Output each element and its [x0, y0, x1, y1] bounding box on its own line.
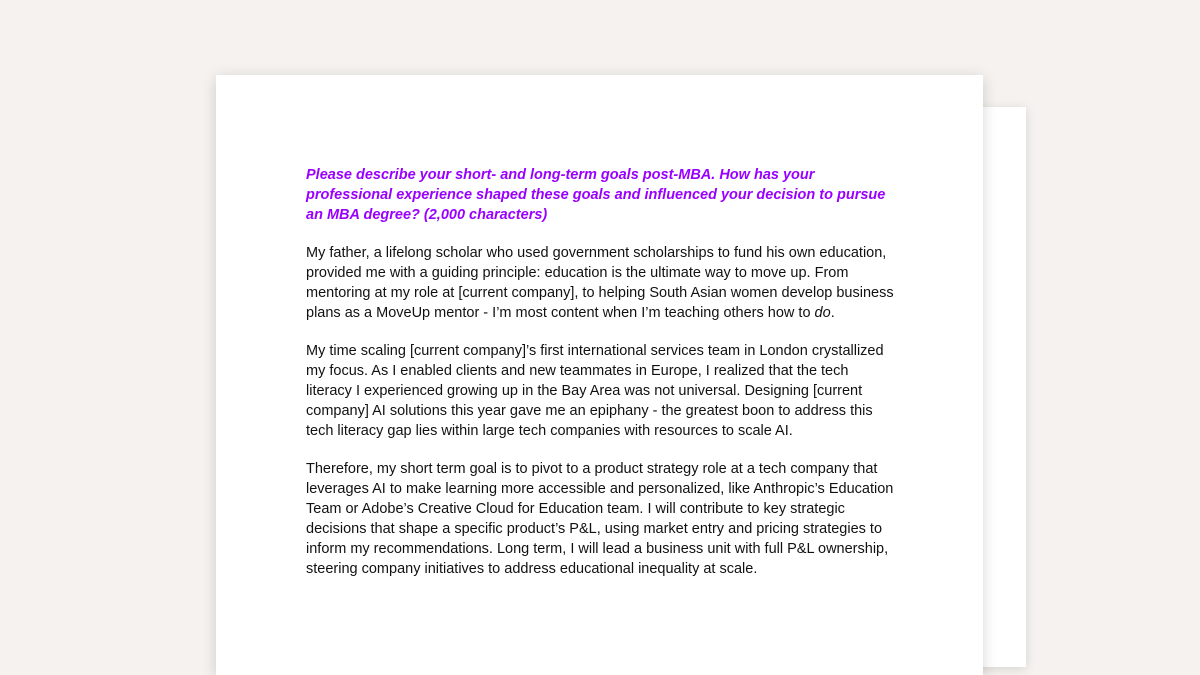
paragraph-1-emphasis: do	[814, 305, 831, 321]
paragraph-1-text: My father, a lifelong scholar who used government scholarships to fund his own education, provided me with a guiding principle: education is the ultimate way to move up. From mentoring at my role at [current company], to helping South Asian women develop business plans as a MoveUp mentor - I’m most content when I’m teaching others how to	[306, 245, 894, 321]
essay-paragraph-2: My time scaling [current company]’s first international services team in London crystallized my focus. As I enabled clients and new teammates in Europe, I realized that the tech literacy I experienced growing up in the Bay Area was not universal. Designing [current company] AI solutions this year gave me an epiphany - the greatest boon to address this tech literacy gap lies within large tech companies with resources to scale AI.	[306, 343, 884, 439]
document-page	[216, 75, 983, 675]
essay-paragraph-1	[306, 243, 898, 323]
paragraph-1-tail: .	[830, 305, 835, 321]
essay-paragraph-3: Therefore, my short term goal is to pivot to a product strategy role at a tech company that leverages AI to make learning more accessible and personalized, like Anthropic’s Education Team or Adobe’s Creative Cloud for Education team. I will contribute to key strategic decisions that shape a specific product’s P&L, using market entry and pricing strategies to inform my recommendations. Long term, I will lead a business unit with full P&L ownership, steering company initiatives to address educational inequality at scale.	[306, 461, 894, 577]
essay-prompt: Please describe your short- and long-term goals post-MBA. How has your professional experience shaped these goals and influenced your decision to pursue an MBA degree? (2,000 characters)	[306, 167, 886, 223]
document-body	[306, 165, 898, 597]
